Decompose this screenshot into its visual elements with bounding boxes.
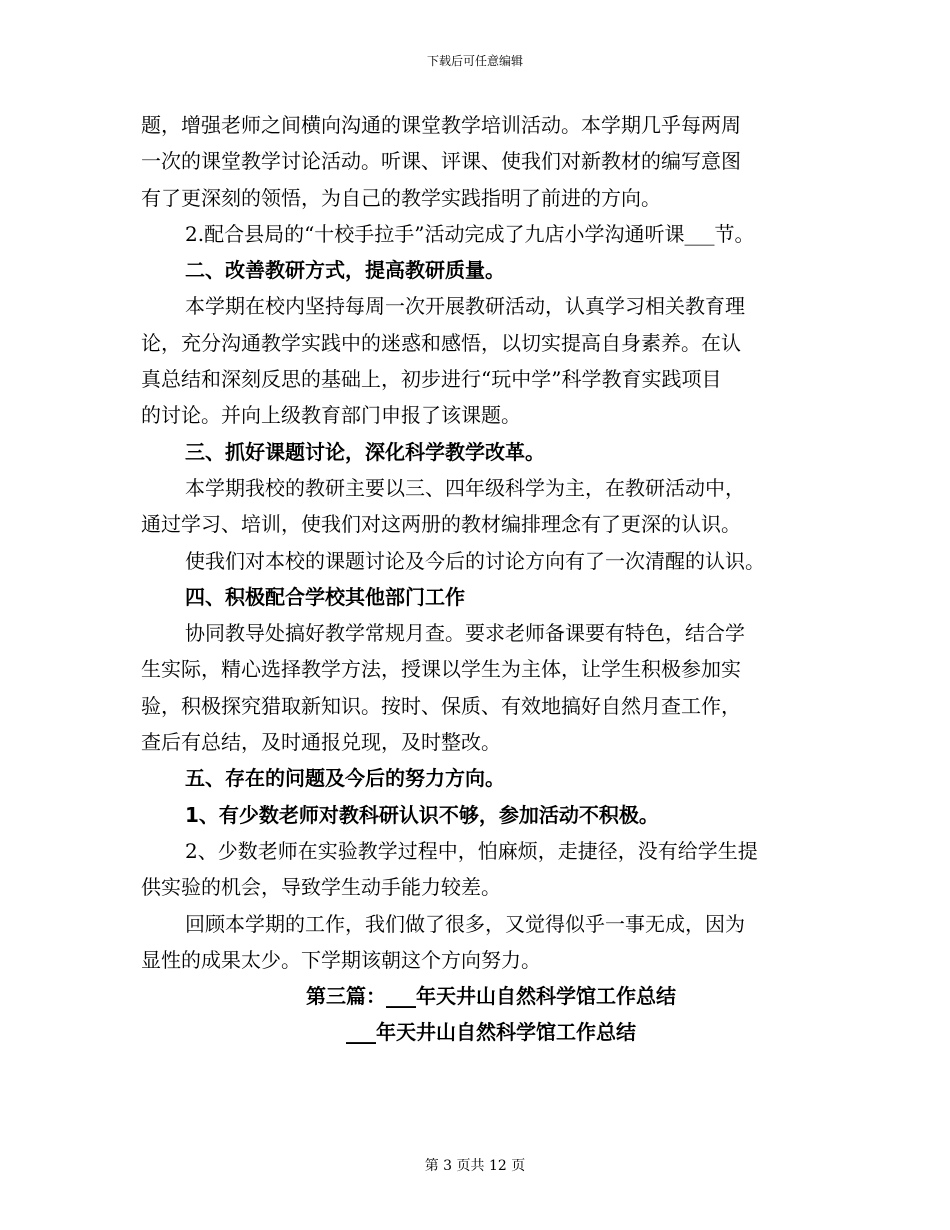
paragraph-line: 2.配合县局的“十校手拉手”活动完成了九店小学沟通听课___节。	[185, 221, 755, 246]
paragraph-line: 通过学习、培训，使我们对这两册的教材编排理念有了更深的认识。	[141, 512, 741, 537]
paragraph-line: 显性的成果太少。下学期该朝这个方向努力。	[141, 947, 541, 972]
paragraph-line: 真总结和深刻反思的基础上，初步进行“玩中学”科学教育实践项目	[141, 367, 722, 392]
chapter-subtitle: ___年天井山自然科学馆工作总结	[346, 1020, 636, 1045]
paragraph-line: 一次的课堂教学讨论活动。听课、评课、使我们对新教材的编写意图	[141, 149, 741, 174]
section-heading: 五、存在的问题及今后的努力方向。	[185, 766, 505, 791]
section-heading: 三、抓好课题讨论，深化科学教学改革。	[185, 439, 545, 464]
paragraph-line: 本学期在校内坚持每周一次开展教研活动，认真学习相关教育理	[185, 294, 745, 319]
chapter-title: 第三篇：___年天井山自然科学馆工作总结	[306, 984, 676, 1009]
paragraph-line: 协同教导处搞好教学常规月查。要求老师备课要有特色，结合学	[185, 621, 745, 646]
paragraph-line: 的讨论。并向上级教育部门申报了该课题。	[141, 403, 521, 428]
section-heading: 二、改善教研方式，提高教研质量。	[185, 258, 505, 283]
paragraph-line: 有了更深刻的领悟，为自己的教学实践指明了前进的方向。	[141, 185, 661, 210]
paragraph-line: 2、少数老师在实验教学过程中，怕麻烦，走捷径，没有给学生提	[185, 838, 758, 863]
paragraph-line: 使我们对本校的课题讨论及今后的讨论方向有了一次清醒的认识。	[185, 548, 765, 573]
document-body	[141, 107, 841, 1051]
paragraph-line: 供实验的机会，导致学生动手能力较差。	[141, 875, 501, 900]
paragraph-line: 验，积极探究猎取新知识。按时、保质、有效地搞好自然月查工作，	[141, 693, 741, 718]
header-note: 下载后可任意编辑	[426, 54, 523, 68]
paragraph-line: 回顾本学期的工作，我们做了很多，又觉得似乎一事无成，因为	[185, 911, 745, 936]
paragraph-line: 查后有总结，及时通报兑现，及时整改。	[141, 730, 501, 755]
page-number: 第 3 页共 12 页	[424, 1158, 526, 1174]
paragraph-line: 题，增强老师之间横向沟通的课堂教学培训活动。本学期几乎每两周	[141, 113, 741, 137]
paragraph-line: 生实际，精心选择教学方法，授课以学生为主体，让学生积极参加实	[141, 657, 741, 682]
bold-item: 1、有少数老师对教科研认识不够，参加活动不积极。	[185, 802, 659, 827]
section-heading: 四、积极配合学校其他部门工作	[185, 584, 465, 609]
paragraph-line: 论，充分沟通教学实践中的迷惑和感悟，以切实提高自身素养。在认	[141, 330, 741, 355]
paragraph-line: 本学期我校的教研主要以三、四年级科学为主，在教研活动中，	[185, 475, 745, 500]
